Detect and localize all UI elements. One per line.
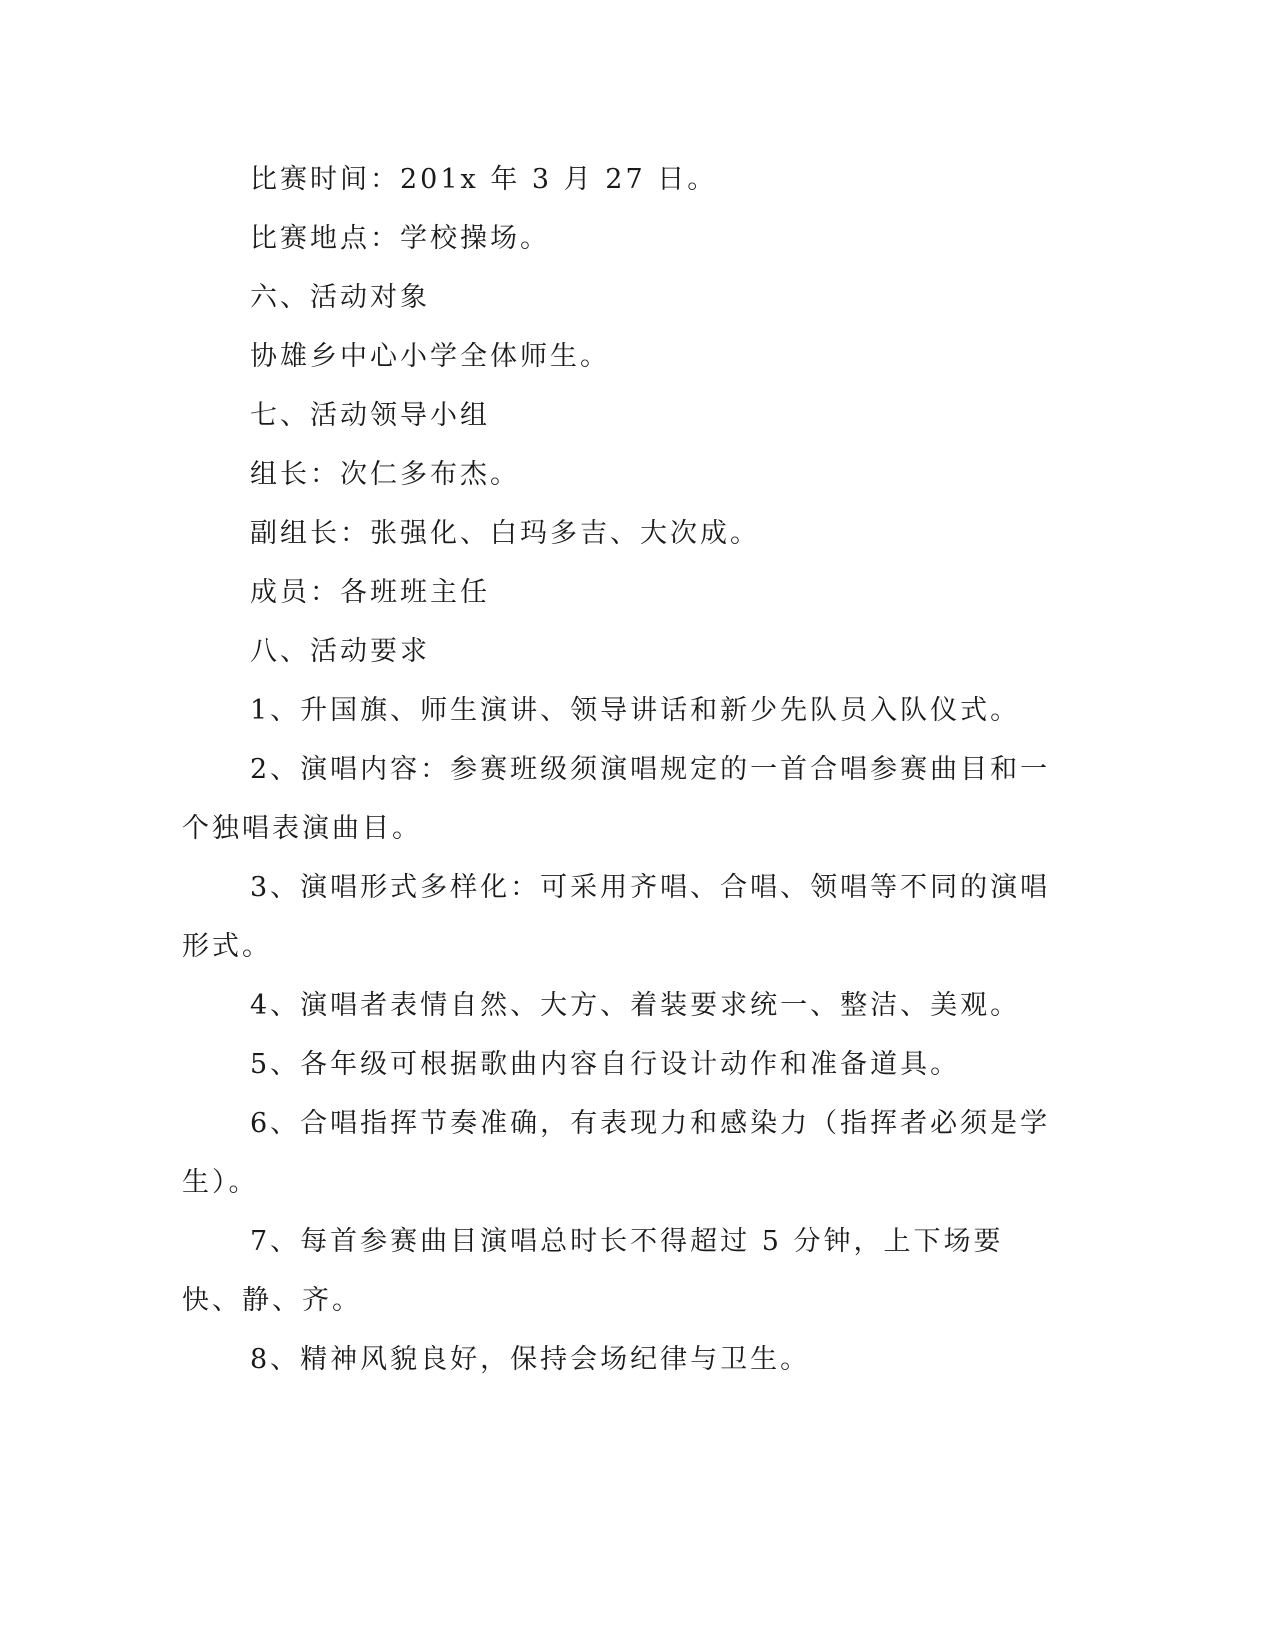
requirement-item-5: 5、各年级可根据歌曲内容自行设计动作和准备道具。	[250, 1049, 961, 1080]
paragraph-members: 成员：各班班主任	[250, 577, 490, 608]
requirement-item-4: 4、演唱者表情自然、大方、着装要求统一、整洁、美观。	[250, 990, 1021, 1021]
paragraph-competition-venue: 比赛地点：学校操场。	[250, 223, 550, 254]
requirement-item-6: 6、合唱指挥节奏准确，有表现力和感染力（指挥者必须是学生）。	[182, 1108, 1051, 1198]
requirement-item-1: 1、升国旗、师生演讲、领导讲话和新少先队员入队仪式。	[250, 695, 1021, 726]
paragraph-competition-time: 比赛时间：201x 年 3 月 27 日。	[250, 164, 718, 195]
paragraph-deputy-leaders: 副组长：张强化、白玛多吉、大次成。	[250, 518, 760, 549]
heading-leadership-group: 七、活动领导小组	[250, 400, 490, 431]
paragraph-group-leader: 组长：次仁多布杰。	[250, 459, 520, 490]
requirement-item-8: 8、精神风貌良好，保持会场纪律与卫生。	[250, 1344, 811, 1375]
requirement-item-2: 2、演唱内容：参赛班级须演唱规定的一首合唱参赛曲目和一个独唱表演曲目。	[182, 754, 1051, 844]
paragraph-activity-target: 协雄乡中心小学全体师生。	[250, 341, 610, 372]
heading-activity-requirements: 八、活动要求	[250, 636, 430, 667]
requirement-item-3: 3、演唱形式多样化：可采用齐唱、合唱、领唱等不同的演唱形式。	[182, 872, 1051, 962]
heading-activity-target: 六、活动对象	[250, 282, 430, 313]
requirement-item-7: 7、每首参赛曲目演唱总时长不得超过 5 分钟，上下场要快、静、齐。	[182, 1226, 1004, 1316]
